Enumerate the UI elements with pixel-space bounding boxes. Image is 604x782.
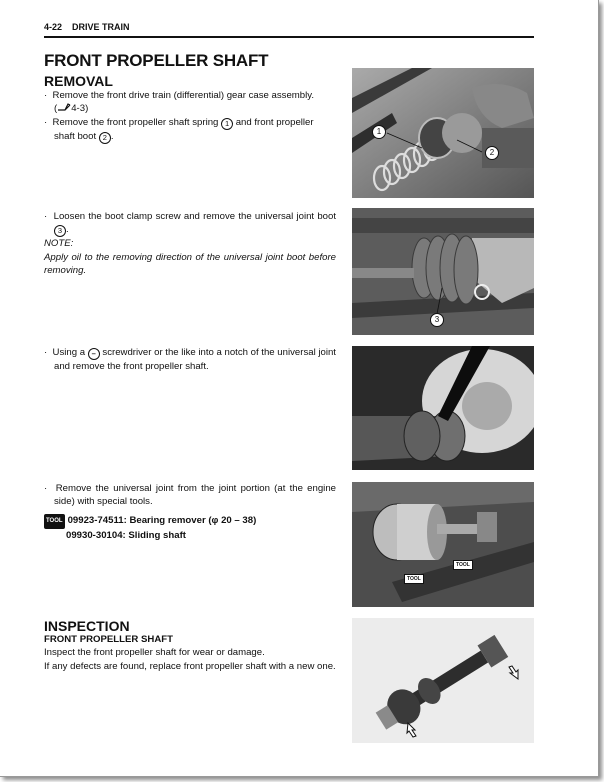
- inspection-line-2: If any defects are found, replace front propeller shaft with a new one.: [44, 660, 336, 672]
- header-rule: [44, 36, 534, 38]
- tool-label-b: TOOL: [453, 560, 473, 570]
- tool-label-a: TOOL: [404, 574, 424, 584]
- inspection-subheading: FRONT PROPELLER SHAFT: [44, 634, 173, 645]
- reference-page: 4-3: [71, 103, 86, 115]
- running-header: [44, 22, 130, 32]
- photo-remove-propeller-shaft: [352, 346, 534, 470]
- tool-icon: TOOL: [44, 514, 65, 529]
- inspection-heading: INSPECTION: [44, 618, 130, 634]
- list-item: · Remove the front drive train (differential) gear case assembly. ( 4-3): [44, 90, 314, 115]
- photo-shaft-spring: [352, 68, 534, 198]
- special-tools: [44, 514, 344, 543]
- callout-3: 3: [430, 313, 444, 327]
- section-name: DRIVE TRAIN: [72, 22, 130, 32]
- inspection-line-1: Inspect the front propeller shaft for wear or damage.: [44, 647, 265, 659]
- photo-universal-joint-boot: [352, 208, 534, 335]
- page-number: 4-22: [44, 22, 63, 32]
- note-label: NOTE:: [44, 238, 74, 250]
- removal-heading: REMOVAL: [44, 73, 113, 89]
- list-item: · Remove the universal joint from the joint portion (at the engine side) with special tools.: [44, 483, 336, 508]
- reference-icon: [57, 103, 71, 112]
- photo-propeller-shaft: [352, 618, 534, 743]
- list-item: · Remove the front propeller shaft spring 1 and front propeller shaft boot 2 .: [44, 116, 314, 142]
- callout-1: 1: [372, 125, 386, 139]
- removal-step-1: [44, 89, 336, 144]
- page-title: FRONT PROPELLER SHAFT: [44, 51, 269, 70]
- note-text: Apply oil to the removing direction of the universal joint boot before removing.: [44, 251, 336, 277]
- removal-step-3: [44, 346, 336, 373]
- list-item: · Loosen the boot clamp screw and remove the universal joint boot 3 .: [44, 211, 336, 236]
- inspection-text: [44, 633, 344, 673]
- list-item: · Using a – screwdriver or the like into a notch of the universal joint and remove the front propeller shaft.: [44, 347, 336, 372]
- flat-screwdriver-icon: –: [88, 348, 100, 360]
- tool-line-2: 09930-30104: Sliding shaft: [66, 530, 186, 542]
- removal-step-2: [44, 210, 336, 278]
- tool-line-1: TOOL 09923-74511: Bearing remover (φ 20 – 38): [44, 514, 344, 529]
- removal-step-4: [44, 482, 336, 509]
- photo-special-tools: [352, 482, 534, 607]
- callout-2: 2: [485, 146, 499, 160]
